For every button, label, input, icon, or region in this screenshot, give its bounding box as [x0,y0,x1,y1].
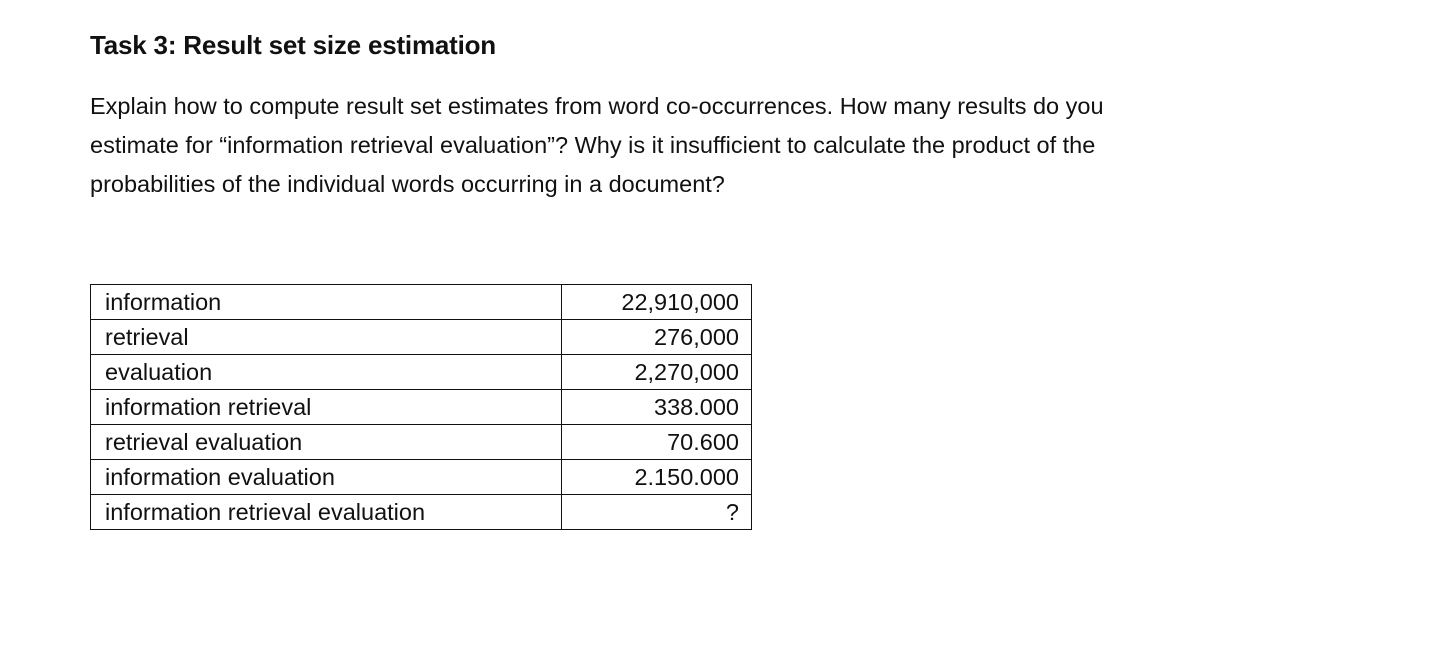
term-cell: information retrieval [91,390,562,425]
count-cell: 2,270,000 [562,355,752,390]
task-title: Task 3: Result set size estimation [90,30,496,60]
table-row [91,320,752,355]
count-cell: ? [562,495,752,530]
table-row [91,495,752,530]
count-cell: 70.600 [562,425,752,460]
count-cell: 2.150.000 [562,460,752,495]
count-cell: 276,000 [562,320,752,355]
term-frequency-table [90,284,752,530]
term-cell: information evaluation [91,460,562,495]
table-row [91,460,752,495]
term-cell: evaluation [91,355,562,390]
question-line: Explain how to compute result set estimates from word co-occurrences. How many results do you [90,93,1104,119]
count-cell: 22,910,000 [562,285,752,320]
task-question [90,87,1330,204]
question-line: probabilities of the individual words occurring in a document? [90,171,725,197]
term-cell: retrieval evaluation [91,425,562,460]
table-row [91,390,752,425]
count-cell: 338.000 [562,390,752,425]
table-row [91,285,752,320]
term-cell: information retrieval evaluation [91,495,562,530]
term-cell: information [91,285,562,320]
table-row [91,425,752,460]
question-line: estimate for “information retrieval evaluation”? Why is it insufficient to calculate the product of the [90,132,1096,158]
term-cell: retrieval [91,320,562,355]
table-row [91,355,752,390]
